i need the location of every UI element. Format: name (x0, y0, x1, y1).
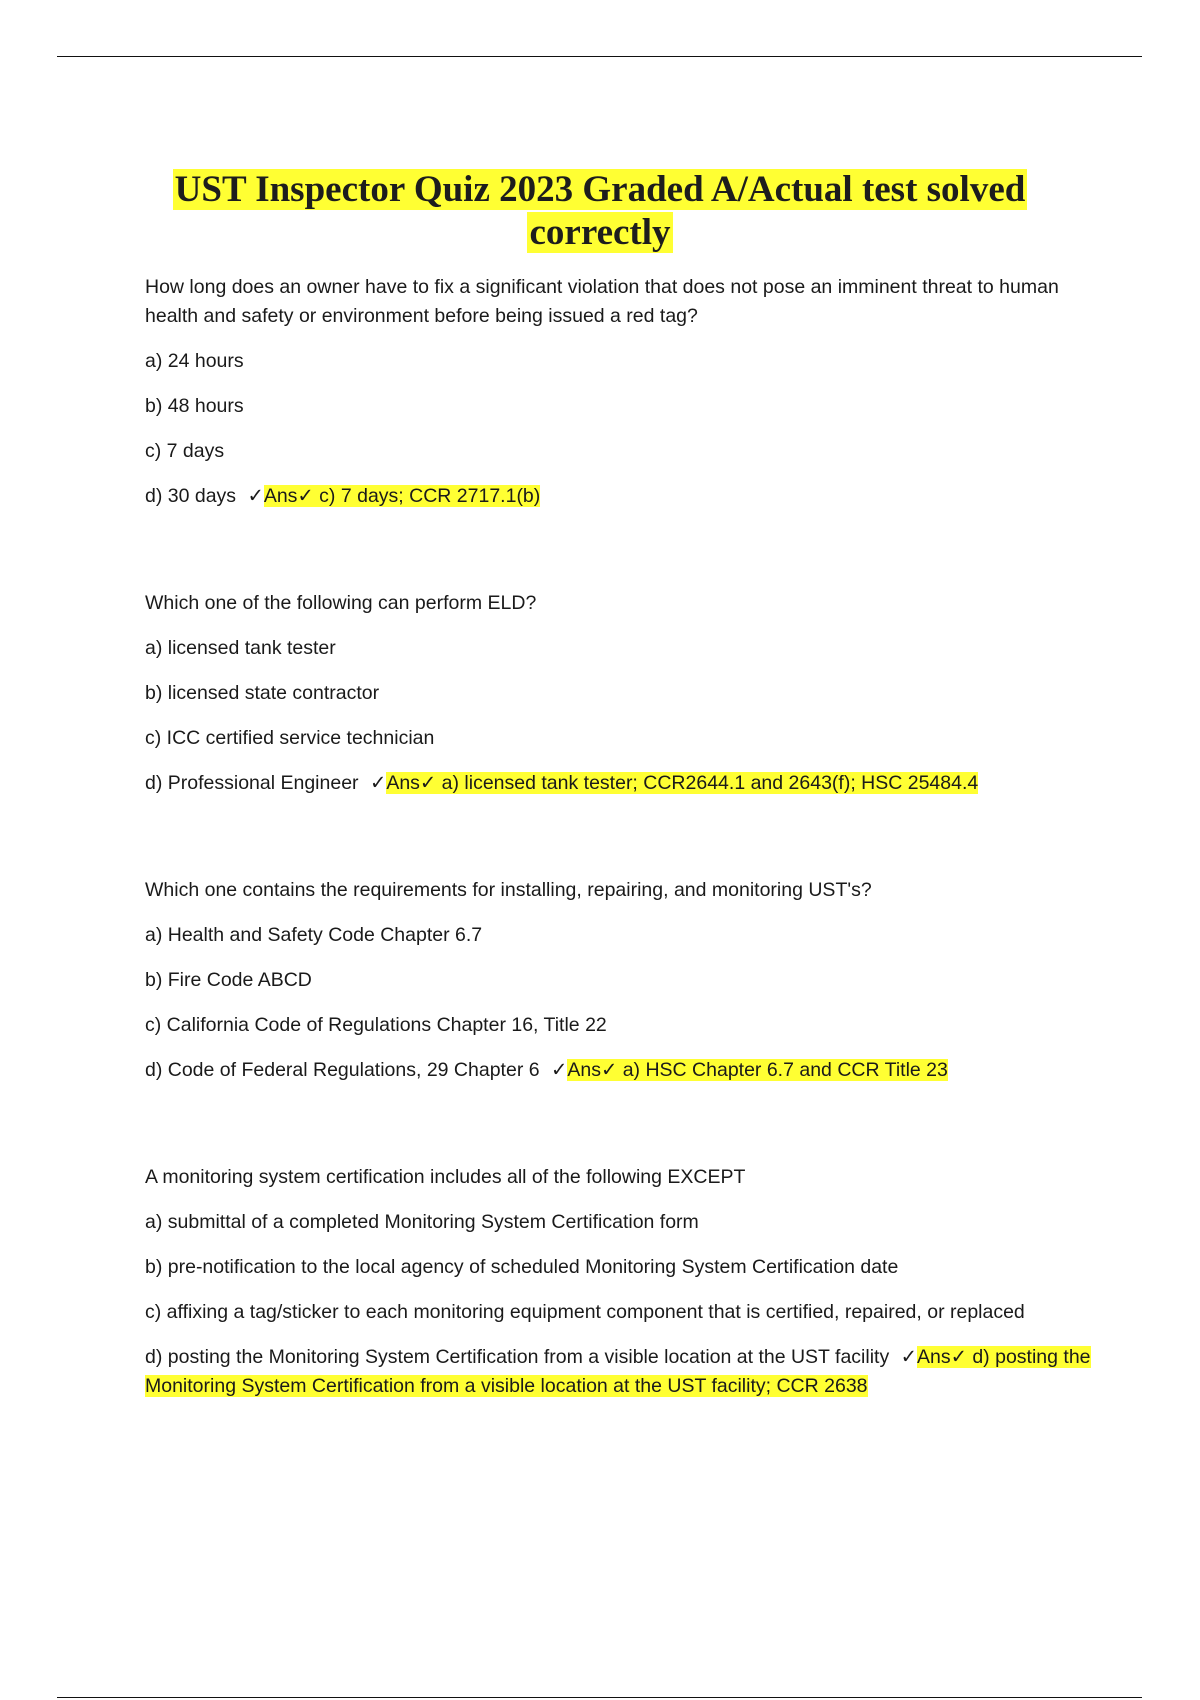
option-d: d) Professional Engineer (145, 772, 359, 794)
answer-highlight: Ans✓ a) licensed tank tester; CCR2644.1 and 2643(f); HSC 25484.4 (386, 772, 979, 794)
option-d: d) 30 days (145, 485, 237, 507)
option-b: b) Fire Code ABCD (145, 969, 312, 991)
option-a: a) Health and Safety Code Chapter 6.7 (145, 924, 483, 946)
option-d-with-answer (145, 769, 1095, 798)
option-d: d) posting the Monitoring System Certification from a visible location at the UST facility (145, 1346, 890, 1368)
option-a: a) licensed tank tester (145, 637, 336, 659)
top-rule (57, 56, 1142, 57)
check-mark-icon: ✓ (247, 485, 264, 507)
question-spacer (145, 1085, 1095, 1163)
answer-highlight: Ans✓ a) HSC Chapter 6.7 and CCR Title 23 (567, 1059, 948, 1081)
question-spacer (145, 511, 1095, 589)
option-d-with-answer (145, 482, 1095, 511)
bottom-rule (57, 1697, 1142, 1698)
option-c: c) affixing a tag/sticker to each monitoring equipment component that is certified, repaired, or replaced (145, 1301, 1025, 1323)
question-block (145, 589, 1095, 798)
question-text: A monitoring system certification includes all of the following EXCEPT (145, 1166, 746, 1188)
option-b: b) licensed state contractor (145, 682, 380, 704)
check-mark-icon: ✓ (900, 1346, 917, 1368)
check-mark-icon: ✓ (369, 772, 387, 794)
option-a: a) submittal of a completed Monitoring System Certification form (145, 1211, 699, 1233)
option-a: a) 24 hours (145, 350, 244, 372)
question-text: How long does an owner have to fix a significant violation that does not pose an imminent threat to human health and safety or environment before being issued a red tag? (145, 276, 1059, 327)
answer-highlight: Ans✓ c) 7 days; CCR 2717.1(b) (263, 485, 541, 507)
question-block (145, 1163, 1095, 1401)
title-highlight: UST Inspector Quiz 2023 Graded A/Actual test solved correctly (174, 168, 1026, 253)
option-c: c) 7 days (145, 440, 225, 462)
option-d: d) Code of Federal Regulations, 29 Chapter 6 (145, 1059, 540, 1081)
question-block (145, 876, 1095, 1085)
page-title (100, 168, 1100, 254)
option-b: b) pre-notification to the local agency of scheduled Monitoring System Certification date (145, 1256, 899, 1278)
answer-highlight: Ans✓ d) posting the Monitoring System Certification from a visible location at the UST facility; CCR 2638 (145, 1346, 1091, 1397)
option-c: c) ICC certified service technician (145, 727, 435, 749)
option-c: c) California Code of Regulations Chapter 16, Title 22 (145, 1014, 607, 1036)
quiz-body (145, 273, 1095, 1401)
option-b: b) 48 hours (145, 395, 244, 417)
question-spacer (145, 798, 1095, 876)
option-d-with-answer (145, 1343, 1095, 1401)
question-text: Which one of the following can perform ELD? (145, 592, 537, 614)
option-d-with-answer (145, 1056, 1095, 1085)
question-text: Which one contains the requirements for installing, repairing, and monitoring UST's? (145, 879, 872, 901)
question-block (145, 273, 1095, 511)
check-mark-icon: ✓ (551, 1059, 568, 1081)
